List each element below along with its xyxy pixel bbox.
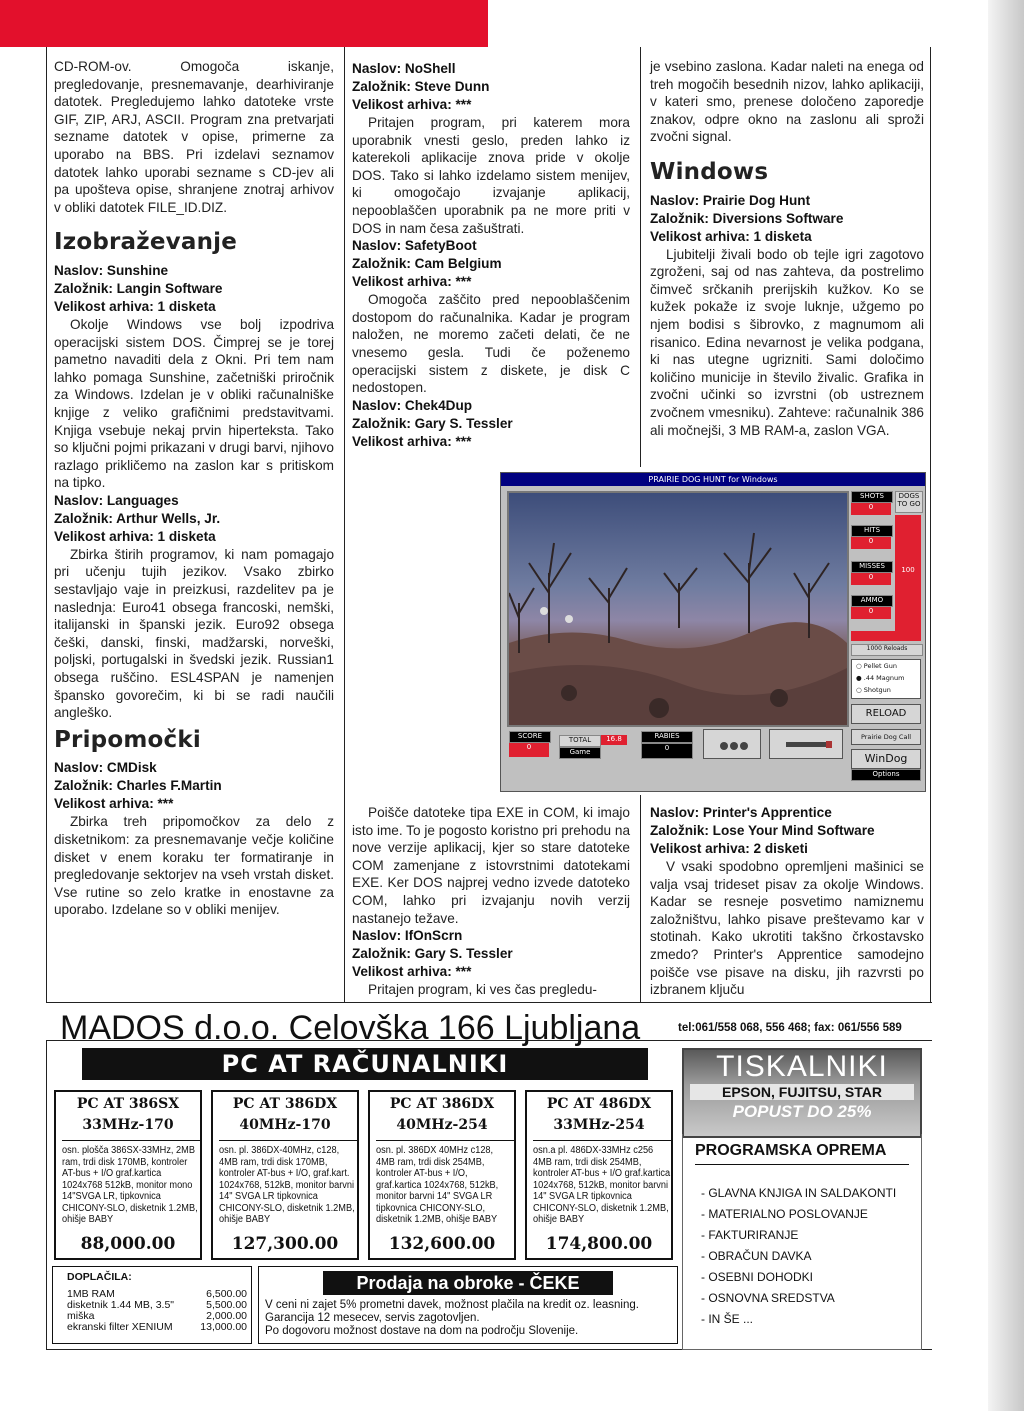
sunshine-title: Naslov: Sunshine [54,262,169,278]
printer-publisher: Založnik: Lose Your Mind Software [650,823,875,838]
game-side-panel [851,491,923,791]
total-value: 16.8 [601,735,627,745]
safetyboot-size: Velikost arhiva: *** [352,274,472,290]
ifonscrn-text: Pritajen program, ki ves čas pregledu- [368,982,597,998]
column-2 [352,60,630,451]
software-item: - OSEBNI DOHODKI [701,1270,814,1284]
weapon-shotgun[interactable]: ○ Shotgun [856,686,891,694]
pc-spec: osn. pl. 386DX-40MHz, c128, 4MB ram, trdi disk 170MB, kontroler AT-bus + I/O, graf.kart. 1024x768, 512kB, monitor barvni 14" SVGA LR tipkovnica CHICONY-SLO, disketnik 1.2MB, ohišje BABY [219,1140,357,1226]
installments-box [258,1266,678,1344]
extras-label: miška [67,1310,95,1322]
languages-text: Zbirka štirih programov, ki nam pomagajo pri učenju tujih jezikov. Vsako zbirko sestavljajo vaje in preizkusi, razdelitev pa je naslednja: Euro41 obsega francoski, nemški, italijanski in španski jezik. Euro92 obsega češki, danski, finski, madžarski, norveški, poljski, portugalski in švedski jezik. Russian1 obsega ruščino. ESL4SPAN je namenjen špansko govorečim, ki bi se radi naučili angleško. [54,546,334,721]
pc-freq: 40MHz-254 [396,1117,488,1133]
printers-banner [682,1048,922,1138]
dogs-to-go-bar: 100 [895,515,921,635]
pc-name: PC AT 386DX [389,1096,495,1112]
game-scene [507,491,849,727]
noshell-publisher: Založnik: Steve Dunn [352,79,490,94]
printer-size: Velikost arhiva: 2 disketi [650,841,808,856]
score-label: SCORE [509,731,551,743]
pc-header-bar: PC AT RAČUNALNIKI [82,1048,648,1080]
pc-name: PC AT 386SX [76,1096,180,1112]
weapon-shotgun-label: Shotgun [863,686,891,694]
column-2-lower [352,804,630,999]
extras-label: disketnik 1.44 MB, 3.5" [67,1299,175,1311]
pc-offer-4 [525,1090,673,1260]
noshell-size: Velikost arhiva: *** [352,97,472,112]
sunshine-publisher: Založnik: Langin Software [54,280,223,296]
rabies-label: RABIES [641,731,693,743]
printers-discount: POPUST DO 25% [732,1102,872,1121]
prairie-publisher: Založnik: Diversions Software [650,210,844,226]
languages-publisher: Založnik: Arthur Wells, Jr. [54,510,221,526]
safetyboot-text: Omogoča zaščito pred nepooblaščenim dostopom do računalnika. Kadar je program naložen, ne moremo začeti delati, če ne vnesemo gesla. Tudi če poženemo operacijski sistem z diskete, je disk C nedostopen. [352,292,630,396]
software-item: - FAKTURIRANJE [701,1228,799,1242]
prairie-title: Naslov: Prairie Dog Hunt [650,192,811,208]
ifonscrn-size: Velikost arhiva: *** [352,964,472,980]
ad-frame-left [46,1040,47,1350]
reload-counter [851,644,923,656]
dogs-icon-button[interactable] [703,729,761,759]
printers-brands: EPSON, FUJITSU, STAR [690,1084,914,1100]
installments-line: Po dogovoru možnost dostave na dom na področju Slovenije. [265,1325,579,1337]
weapon-magnum-label: .44 Magnum [863,674,905,682]
chek4dup-title: Naslov: Chek4Dup [352,397,473,413]
total-label: TOTAL [559,735,601,747]
column-3 [650,58,924,439]
mados-advertisement [46,1010,932,1350]
installments-line: Garancija 12 mesecev, servis zagotovljen. [265,1312,480,1324]
pc-spec: osn. plošča 386SX-33MHz, 2MB ram, trdi disk 170MB, kontroler AT-bus + I/O graf.kartica 1024x768 512kB, monitor mono 14"SVGA LR, tipkovnica CHICONY-SLO, disketnik 1.2MB, ohišje BABY [62,1140,200,1226]
column-divider-3 [640,795,641,1002]
windog-button[interactable]: WinDog [851,749,921,769]
software-item: - GLAVNA KNJIGA IN SALDAKONTI [701,1186,897,1200]
shots-label: SHOTS [851,491,893,503]
bullet-icon [770,730,842,758]
pc-freq: 33MHz-170 [82,1117,174,1133]
pc-spec: osn.a pl. 486DX-33MHz c256 4MB ram, trdi disk 254MB, kontroler AT-bus + I/O graf.kartica 1024x768, 512kB, monitor barvni 14" SVGA LR tipkovnica CHICONY-SLO, disketnik 1.2MB, ohišje BABY [533,1140,671,1226]
score-value: 0 [509,743,549,757]
sunshine-text: Okolje Windows vse bolj izpodriva operacijski sistem DOS. Čimprej se je torej pametno navaditi dela z Okni. Pri tem nam lahko pomaga Sunshine, začetniški priročnik za Windows. Izdelan je v obliki računalniške knjige z veliko grafičnimi predstavitvami. Knjiga vsebuje nekaj prvin hiperteksta. Tako so ključni pojmi prikazani v drugi barvi, njihovo razlago prikličemo na zaslon kar s pritiskom na tipko. [54,316,334,491]
pc-freq: 40MHz-170 [239,1117,331,1133]
cmdisk-text: Zbirka treh pripomočkov za delo z disketnikom: za presnemavanje večje količine disket v enem koraku ter formatiranje in pregledovanje sektorjev na vseh vrstah disket. Vse rutine so zelo kratke in enostavne za uporabo. Izdelane so v obliki menijev. [54,814,334,918]
misses-label: MISSES [851,561,893,573]
cmdisk-size: Velikost arhiva: *** [54,796,174,812]
noshell-title: Naslov: NoShell [352,61,456,76]
prairie-dog-hunt-screenshot [500,472,926,792]
pc-price: 88,000.00 [80,1234,176,1254]
hits-label: HITS [851,525,893,537]
extras-price: 2,000.00 [206,1310,247,1322]
printer-text: V vsaki spodobno opremljeni mašinici se valja vsaj trideset pisav za okolje Windows. Kadar se resneje posvetimo namiznemu založništvu, lahko pisave preštevamo kar v stotinah. Kako ukrotiti takšno črkostavsko zmedo? Printer's Apprentice samodejno poišče vse pisave na disku, jih razvrsti po izbranem ključu [650,859,924,998]
ifonscrn-title: Naslov: IfOnScrn [352,928,463,944]
noshell-text: Pritajen program, pri katerem mora uporabnik vnesti geslo, preden lahko iz katerekoli aplikacije znova pride v okolje DOS. Tako si lahko izdelamo sistem menijev, ki omogočajo izvajanje aplikacij, nepooblaščen uporabnik pa ne more priti v DOS in nam česa zašuštrati. [352,115,630,236]
pc-spec: osn. pl. 386DX 40MHz c128, 4MB ram, trdi disk 254MB, kontroler AT-bus + I/O, graf.kartica 1024x768, 512kB, monitor barvni 14" SVGA LR tipkovnica CHICONY-SLO, disketnik 1.2MB, ohišje BABY [376,1140,514,1226]
reload-button[interactable]: RELOAD [851,704,921,724]
pc-freq: 33MHz-254 [553,1117,645,1133]
column-1 [54,58,334,919]
frame-right [930,47,931,1002]
software-title: PROGRAMSKA OPREMA [695,1142,909,1165]
ad-contact: tel:061/558 068, 556 468; fax: 061/556 589 [678,1022,902,1034]
pc-offer-1 [54,1090,202,1260]
game-label: Game [559,747,601,759]
col3-intro: je vsebino zaslona. Kadar naleti na enega od treh mogočih besednih nizov, lahko aplikaciji, v kateri smo, prenese določeno zaporedje znakov, odpre okno na zaslonu ali sproži zvočni signal. [650,59,924,145]
section-heading-windows: Windows [650,158,769,185]
reload-bar [851,631,921,641]
pc-offer-3 [368,1090,516,1260]
column-divider-2 [640,47,641,467]
prairie-text: Ljubitelji živali bodo ob tejle igri zagotovo zgroženi, saj od nas zahteva, da postrelimo čimveč srčkanih prerijskih kužkov. Ko se kužek pokaže iz svoje luknje, užgemo po njem bodisi s šibrovko, z magnumom ali risanico. Edina nevarnost je velika podgana, ki nas utegne ugrizniti. Sami določimo količino municije in število živalic. Grafika in zvočni učinki so izvrstni (ob ustreznem zvočnem vmesniku). Zahteve: računalnik 386 ali močnejši, 3 MB RAM-a, zaslon VGA. [650,246,924,438]
chek4dup-publisher: Založnik: Gary S. Tessler [352,415,513,431]
hits-value: 0 [851,537,891,549]
misses-value: 0 [851,573,891,585]
pc-price: 127,300.00 [231,1234,339,1254]
software-item: - OBRAČUN DAVKA [701,1249,812,1263]
software-item: - IN ŠE ... [701,1312,754,1326]
installments-title: Prodaja na obroke - ČEKE [323,1271,613,1295]
column-divider-1 [344,47,345,1002]
extras-price: 13,000.00 [200,1321,247,1333]
reloads-label: Reloads [883,645,908,652]
prairie-size: Velikost arhiva: 1 disketa [650,228,812,244]
dogs-to-go-label: DOGS TO GO [895,491,923,513]
pc-price: 174,800.00 [545,1234,653,1254]
rabies-value: 0 [641,743,693,759]
weapon-pellet-gun[interactable]: ○ Pellet Gun [856,662,897,670]
ifonscrn-publisher: Založnik: Gary S. Tessler [352,946,513,962]
languages-size: Velikost arhiva: 1 disketa [54,528,216,544]
pc-name: PC AT 486DX [546,1096,652,1112]
frame-left [46,47,47,1002]
pc-price: 132,600.00 [388,1234,496,1254]
chek4dup-size: Velikost arhiva: *** [352,433,472,449]
extras-row [67,1322,247,1333]
safetyboot-publisher: Založnik: Cam Belgium [352,256,502,272]
weapon-magnum[interactable]: ● .44 Magnum [856,674,905,682]
options-button[interactable]: Options [851,769,921,781]
extras-box [52,1266,252,1344]
cmdisk-title: Naslov: CMDisk [54,760,157,776]
ammo-value: 0 [851,607,891,619]
game-landscape [509,493,847,725]
column-3-lower [650,804,924,999]
page-edge-shadow [988,0,1024,1411]
extras-price: 5,500.00 [206,1299,247,1311]
ammo-icon-button[interactable] [769,729,843,759]
weapon-pellet-label: Pellet Gun [863,662,897,670]
game-window-title: PRAIRIE DOG HUNT for Windows [501,473,925,486]
ammo-label: AMMO [851,595,893,607]
ad-company-title: MADOS d.o.o. Celovška 166 Ljubljana [60,1009,641,1047]
sunshine-size: Velikost arhiva: 1 disketa [54,298,216,314]
weapon-selector[interactable] [851,659,921,699]
red-corner-block [0,0,488,47]
software-item: - OSNOVNA SREDSTVA [701,1291,835,1305]
section-heading-pripomocki: Pripomočki [54,726,201,753]
reload-count-value: 1000 [866,645,882,652]
installments-line: V ceni ni zajet 5% prometni davek, možnost plačila na kredit oz. leasning. [265,1299,639,1311]
extras-price: 6,500.00 [206,1288,247,1300]
extras-label: 1MB RAM [67,1288,115,1300]
frame-bottom [46,1002,932,1003]
col1-intro: CD-ROM-ov. Omogoča iskanje, pregledovanje, presnemavanje, dearhiviranje datotek. Pregledujemo lahko datoteke vrste GIF, ZIP, ARJ, ASCII. Program zna pretvarjati sezname datotek v opise, primerne za uporabo na BBS. Pri izdelavi seznamov datotek lahko uporabi seznamе s CD-jev ali pa upošteva opise, shranjene znotraj arhivov v obliki datotek FILE_ID.DIZ. [54,59,334,215]
safetyboot-title: Naslov: SafetyBoot [352,238,477,254]
chek4dup-text: Poišče datoteke tipa EXE in COM, ki imajo isto ime. To je pogosto koristno pri prehodu na nove verzije aplikacij, kjer so stare datoteke COM zamenjane z istovrstnimi datotekami EXE. Ker DOS najprej vedno izvede datoteko COM, lahko pri izvajanju novih verzij nastanejo težave. [352,805,630,926]
dogs-icon [704,730,760,758]
printers-title: TISKALNIKI [716,1050,888,1083]
software-items [701,1183,921,1330]
printer-title: Naslov: Printer's Apprentice [650,805,832,820]
section-heading-izobrazevanje: Izobraževanje [54,229,238,256]
extras-label: ekranski filter XENIUM [67,1321,173,1333]
cmdisk-publisher: Založnik: Charles F.Martin [54,778,222,794]
game-bottom-bar [507,727,847,787]
extras-title: DOPLAČILA: [67,1271,132,1283]
software-list [682,1134,922,1350]
languages-title: Naslov: Languages [54,492,179,508]
pc-offer-2 [211,1090,359,1260]
prairie-dog-call-button[interactable]: Prairie Dog Call [851,729,921,745]
software-item: - MATERIALNO POSLOVANJE [701,1207,868,1221]
shots-value: 0 [851,503,891,515]
pc-name: PC AT 386DX [232,1096,338,1112]
